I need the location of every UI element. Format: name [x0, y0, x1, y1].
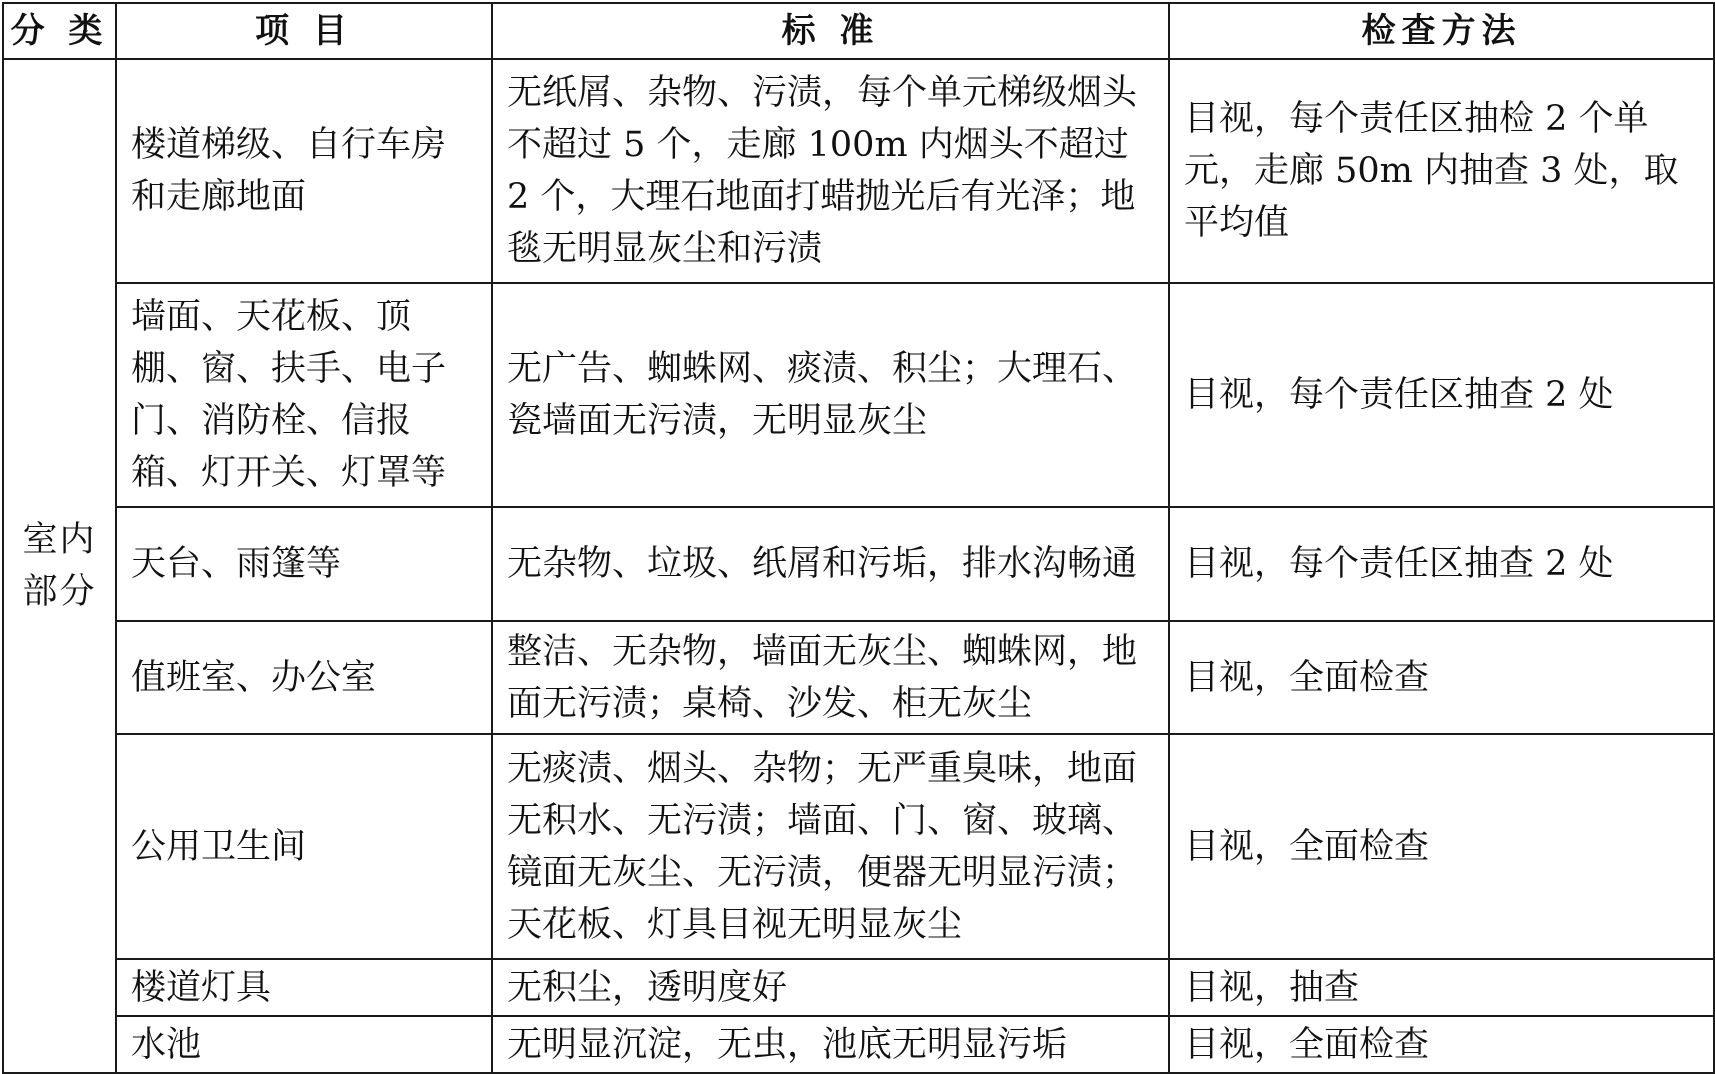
- method-cell: 目视，抽查: [1169, 959, 1714, 1016]
- item-cell: 楼道梯级、自行车房和走廊地面: [116, 59, 492, 283]
- item-cell: 水池: [116, 1016, 492, 1073]
- table-row: [3, 621, 1714, 734]
- method-cell: 目视，每个责任区抽查 2 处: [1169, 283, 1714, 507]
- method-cell: 目视，每个责任区抽查 2 处: [1169, 507, 1714, 621]
- table-header-row: [3, 3, 1714, 59]
- item-cell: 楼道灯具: [116, 959, 492, 1016]
- item-cell: 墙面、天花板、顶棚、窗、扶手、电子门、消防栓、信报箱、灯开关、灯罩等: [116, 283, 492, 507]
- category-cell: [3, 59, 116, 1073]
- category-label: 室内 部分: [22, 520, 97, 612]
- item-cell: 公用卫生间: [116, 734, 492, 959]
- table-row: [3, 507, 1714, 621]
- method-cell: 目视，每个责任区抽检 2 个单元，走廊 50m 内抽查 3 处，取平均值: [1169, 59, 1714, 283]
- table-row: [3, 1016, 1714, 1073]
- method-cell: 目视，全面检查: [1169, 1016, 1714, 1073]
- standard-cell: 无痰渍、烟头、杂物；无严重臭味，地面无积水、无污渍；墙面、门、窗、玻璃、镜面无灰尘、无污渍，便器无明显污渍；天花板、灯具目视无明显灰尘: [492, 734, 1169, 959]
- standard-cell: 无纸屑、杂物、污渍，每个单元梯级烟头不超过 5 个，走廊 100m 内烟头不超过 2 个，大理石地面打蜡抛光后有光泽；地毯无明显灰尘和污渍: [492, 59, 1169, 283]
- standard-cell: 无广告、蜘蛛网、痰渍、积尘；大理石、瓷墙面无污渍，无明显灰尘: [492, 283, 1169, 507]
- method-cell: 目视，全面检查: [1169, 734, 1714, 959]
- method-cell: 目视，全面检查: [1169, 621, 1714, 734]
- header-category: 分 类: [3, 3, 116, 59]
- table-row: [3, 734, 1714, 959]
- standard-cell: 无明显沉淀，无虫，池底无明显污垢: [492, 1016, 1169, 1073]
- table-row: [3, 283, 1714, 507]
- cleaning-standards-table: [2, 2, 1715, 1074]
- header-method: 检查方法: [1169, 3, 1714, 59]
- standard-cell: 整洁、无杂物，墙面无灰尘、蜘蛛网，地面无污渍；桌椅、沙发、柜无灰尘: [492, 621, 1169, 734]
- item-cell: 值班室、办公室: [116, 621, 492, 734]
- header-standard: 标 准: [492, 3, 1169, 59]
- table-row: [3, 959, 1714, 1016]
- header-item: 项 目: [116, 3, 492, 59]
- item-cell: 天台、雨篷等: [116, 507, 492, 621]
- standard-cell: 无积尘，透明度好: [492, 959, 1169, 1016]
- standard-cell: 无杂物、垃圾、纸屑和污垢，排水沟畅通: [492, 507, 1169, 621]
- table-row: [3, 59, 1714, 283]
